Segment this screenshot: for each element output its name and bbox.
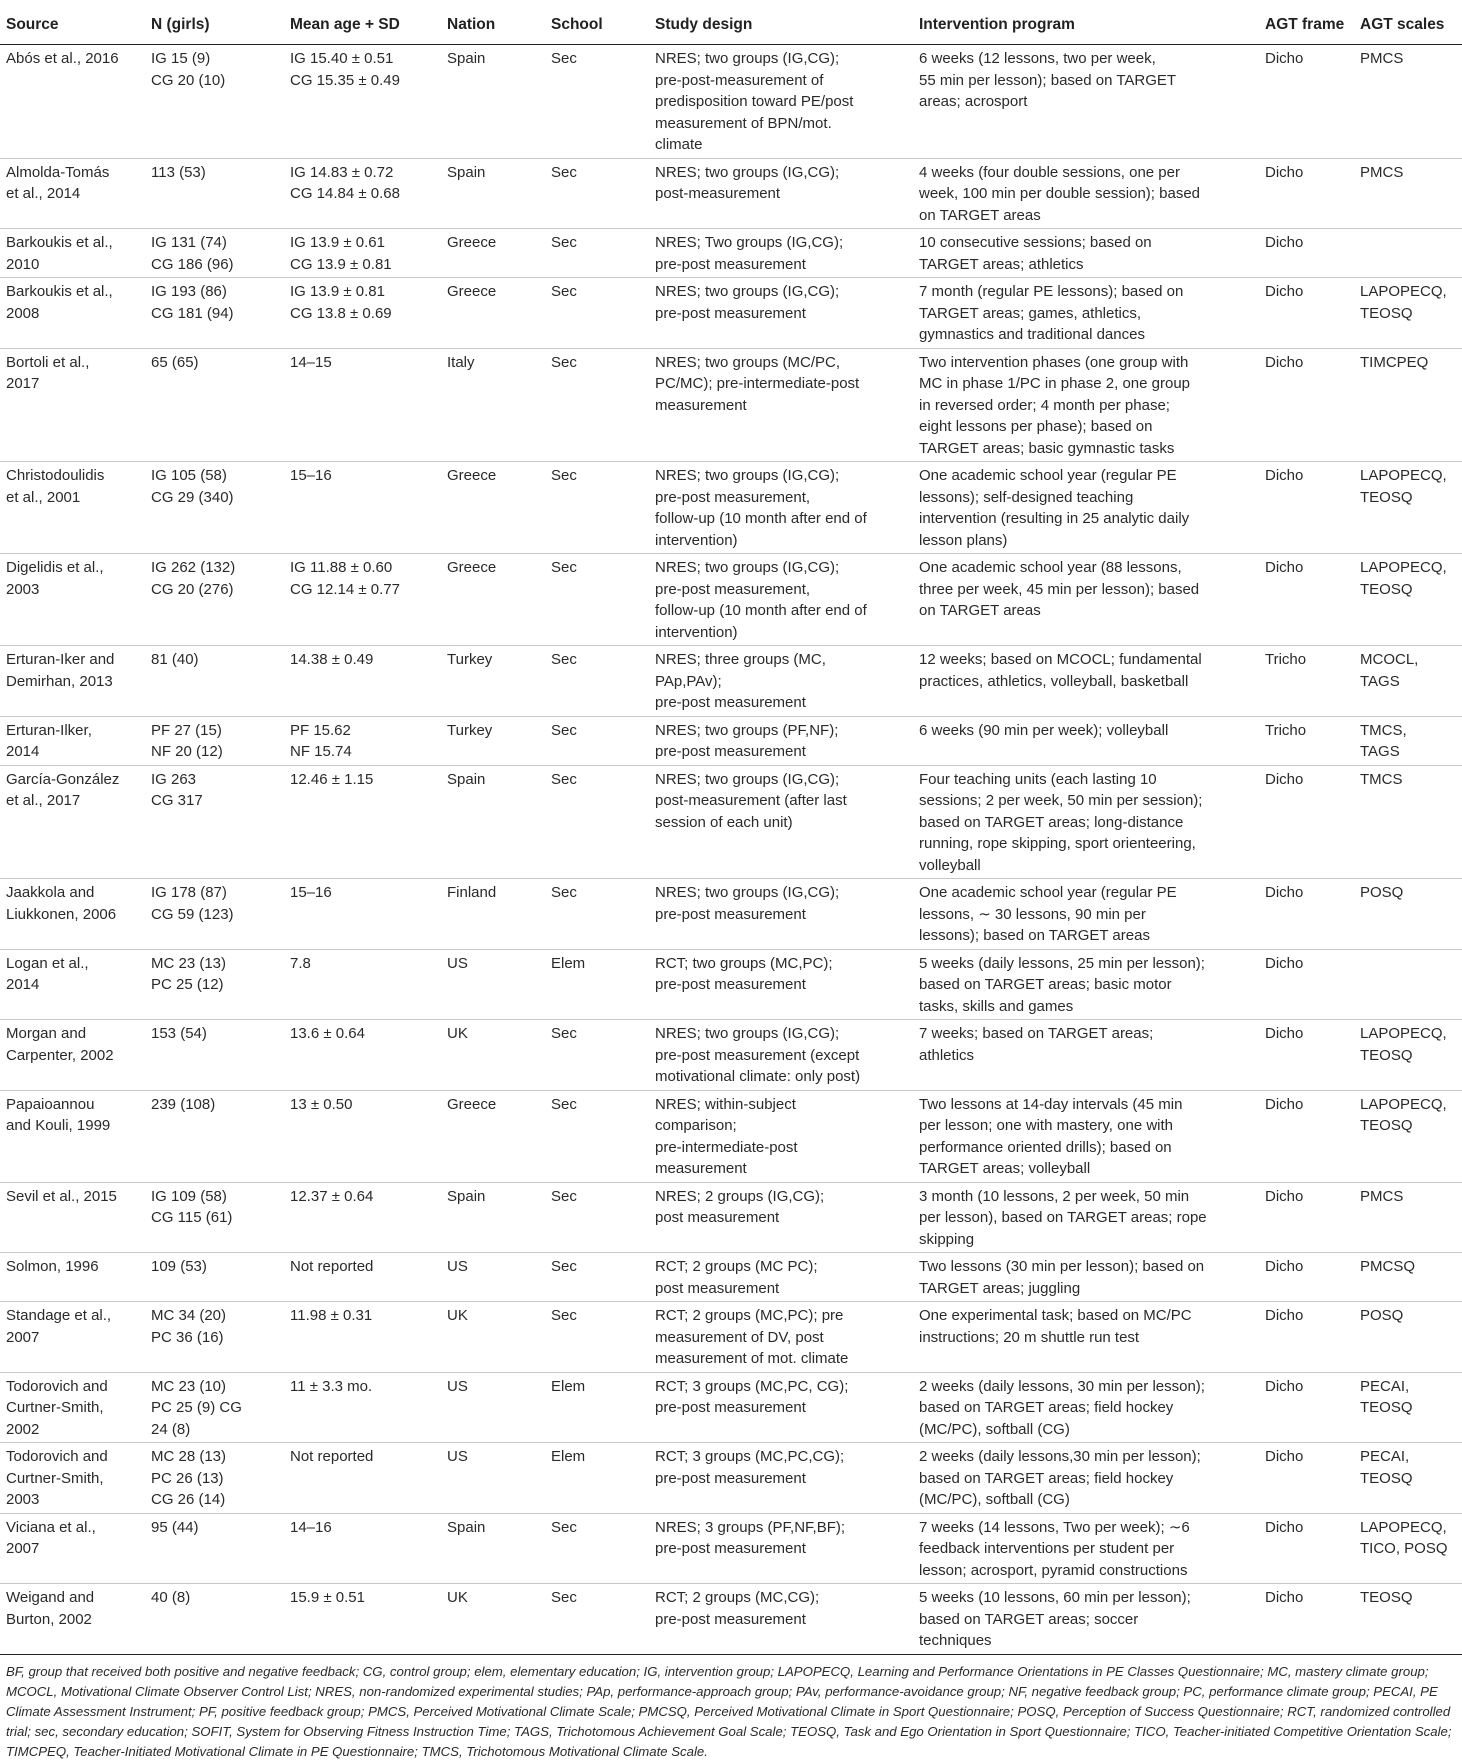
n-girls-cell: IG 109 (58) CG 115 (61) (145, 1182, 284, 1253)
table-row (0, 462, 1462, 554)
nation-cell: Turkey (441, 646, 545, 717)
school-cell: Sec (545, 1513, 649, 1584)
agt-scales-cell: TIMCPEQ (1354, 348, 1462, 462)
agt-frame-cell: Dicho (1259, 1090, 1354, 1182)
intervention-program-cell: One experimental task; based on MC/PC instructions; 20 m shuttle run test (913, 1302, 1259, 1373)
school-cell: Sec (545, 229, 649, 278)
mean-age-cell: 12.37 ± 0.64 (284, 1182, 441, 1253)
intervention-program-cell: 7 month (regular PE lessons); based on TARGET areas; games, athletics, gymnastics and traditional dances (913, 278, 1259, 349)
n-girls-cell: 239 (108) (145, 1090, 284, 1182)
agt-frame-cell: Dicho (1259, 1443, 1354, 1514)
agt-scales-cell: PMCS (1354, 45, 1462, 159)
school-cell: Sec (545, 462, 649, 554)
col-header-source: Source (0, 10, 145, 45)
agt-scales-cell: LAPOPECQ, TEOSQ (1354, 1020, 1462, 1091)
mean-age-cell: Not reported (284, 1443, 441, 1514)
agt-frame-cell: Dicho (1259, 1513, 1354, 1584)
school-cell: Sec (545, 278, 649, 349)
source-cell: Morgan and Carpenter, 2002 (0, 1020, 145, 1091)
source-cell: Barkoukis et al., 2010 (0, 229, 145, 278)
intervention-program-cell: 7 weeks (14 lessons, Two per week); ∼6 feedback interventions per student per lesson; acrosport, pyramid constructions (913, 1513, 1259, 1584)
agt-frame-cell: Dicho (1259, 1584, 1354, 1655)
table-footnote: BF, group that received both positive and negative feedback; CG, control group; elem, elementary education; IG, intervention group; LAPOPECQ, Learning and Performance Orientations in PE Classes Questionnaire; MC, mastery climate group; MCOCL, Motivational Climate Observer Control List; NRES, non-randomized experimental studies; PAp, performance-approach group; PAv, performance-avoidance group; NF, negative feedback group; PC, performance climate group; PECAI, PE Climate Assessment Instrument; PF, positive feedback group; PMCS, Perceived Motivational Climate Scale; PMCSQ, Perceived Motivational Climate in Sport Questionnaire; POSQ, Perception of Success Questionnaire; RCT, randomized controlled trial; sec, secondary education; SOFIT, System for Observing Fitness Instruction Time; TAGS, Trichotomous Achievement Goal Scale; TEOSQ, Task and Ego Orientation in Sport Questionnaire; TICO, Teacher-initiated Competitive Orientation Scale; TIMCPEQ, Teacher-Initiated Motivational Climate in PE Questionnaire; TMCS, Trichotomous Motivational Climate Scale. (6, 1664, 1452, 1759)
n-girls-cell: 81 (40) (145, 646, 284, 717)
mean-age-cell: PF 15.62 NF 15.74 (284, 716, 441, 765)
study-design-cell: RCT; 3 groups (MC,PC,CG); pre-post measurement (649, 1443, 913, 1514)
agt-frame-cell: Dicho (1259, 1302, 1354, 1373)
table-row (0, 1020, 1462, 1091)
agt-scales-cell (1354, 949, 1462, 1020)
agt-frame-cell: Dicho (1259, 158, 1354, 229)
mean-age-cell: Not reported (284, 1253, 441, 1302)
table-row (0, 646, 1462, 717)
agt-scales-cell: PMCSQ (1354, 1253, 1462, 1302)
school-cell: Sec (545, 348, 649, 462)
agt-frame-cell: Dicho (1259, 879, 1354, 950)
intervention-program-cell: Two lessons at 14-day intervals (45 min per lesson; one with mastery, one with performance oriented drills); based on TARGET areas; volleyball (913, 1090, 1259, 1182)
school-cell: Sec (545, 716, 649, 765)
table-row (0, 45, 1462, 159)
source-cell: Erturan-Iker and Demirhan, 2013 (0, 646, 145, 717)
school-cell: Sec (545, 879, 649, 950)
study-design-cell: RCT; 2 groups (MC,CG); pre-post measurement (649, 1584, 913, 1655)
table-row (0, 949, 1462, 1020)
source-cell: Weigand and Burton, 2002 (0, 1584, 145, 1655)
school-cell: Sec (545, 646, 649, 717)
agt-frame-cell: Dicho (1259, 1372, 1354, 1443)
table-row (0, 158, 1462, 229)
nation-cell: Greece (441, 462, 545, 554)
agt-frame-cell: Tricho (1259, 646, 1354, 717)
mean-age-cell: 15–16 (284, 462, 441, 554)
table-row (0, 1090, 1462, 1182)
mean-age-cell: 14–15 (284, 348, 441, 462)
agt-scales-cell: PECAI, TEOSQ (1354, 1443, 1462, 1514)
agt-frame-cell: Dicho (1259, 45, 1354, 159)
source-cell: Todorovich and Curtner-Smith, 2003 (0, 1443, 145, 1514)
table-row (0, 879, 1462, 950)
study-design-cell: RCT; 2 groups (MC,PC); pre measurement of DV, post measurement of mot. climate (649, 1302, 913, 1373)
n-girls-cell: PF 27 (15) NF 20 (12) (145, 716, 284, 765)
agt-scales-cell: TMCS, TAGS (1354, 716, 1462, 765)
study-design-cell: NRES; two groups (MC/PC, PC/MC); pre-intermediate-post measurement (649, 348, 913, 462)
mean-age-cell: 15.9 ± 0.51 (284, 1584, 441, 1655)
agt-scales-cell: LAPOPECQ, TEOSQ (1354, 462, 1462, 554)
mean-age-cell: 14–16 (284, 1513, 441, 1584)
col-header-agt-scales: AGT scales (1354, 10, 1462, 45)
col-header-mean-age: Mean age + SD (284, 10, 441, 45)
nation-cell: Italy (441, 348, 545, 462)
mean-age-cell: 11.98 ± 0.31 (284, 1302, 441, 1373)
table-row (0, 1253, 1462, 1302)
source-cell: Sevil et al., 2015 (0, 1182, 145, 1253)
school-cell: Sec (545, 1182, 649, 1253)
study-design-cell: NRES; three groups (MC, PAp,PAv); pre-post measurement (649, 646, 913, 717)
study-design-cell: NRES; two groups (IG,CG); pre-post measurement (except motivational climate: only post) (649, 1020, 913, 1091)
n-girls-cell: IG 178 (87) CG 59 (123) (145, 879, 284, 950)
study-design-cell: RCT; two groups (MC,PC); pre-post measurement (649, 949, 913, 1020)
agt-scales-cell: PECAI, TEOSQ (1354, 1372, 1462, 1443)
school-cell: Sec (545, 1090, 649, 1182)
n-girls-cell: IG 193 (86) CG 181 (94) (145, 278, 284, 349)
agt-scales-cell: LAPOPECQ, TEOSQ (1354, 554, 1462, 646)
school-cell: Sec (545, 158, 649, 229)
intervention-program-cell: Two intervention phases (one group with MC in phase 1/PC in phase 2, one group in reversed order; 4 month per phase; eight lessons per phase); based on TARGET areas; basic gymnastic tasks (913, 348, 1259, 462)
table-row (0, 278, 1462, 349)
table-body (0, 45, 1462, 1655)
study-design-cell: NRES; 3 groups (PF,NF,BF); pre-post measurement (649, 1513, 913, 1584)
nation-cell: US (441, 1372, 545, 1443)
source-cell: Todorovich and Curtner-Smith, 2002 (0, 1372, 145, 1443)
col-header-agt-frame: AGT frame (1259, 10, 1354, 45)
n-girls-cell: 109 (53) (145, 1253, 284, 1302)
mean-age-cell: IG 11.88 ± 0.60 CG 12.14 ± 0.77 (284, 554, 441, 646)
study-design-cell: RCT; 2 groups (MC PC); post measurement (649, 1253, 913, 1302)
source-cell: García-González et al., 2017 (0, 765, 145, 879)
agt-scales-cell: PMCS (1354, 158, 1462, 229)
source-cell: Bortoli et al., 2017 (0, 348, 145, 462)
n-girls-cell: MC 23 (13) PC 25 (12) (145, 949, 284, 1020)
n-girls-cell: IG 262 (132) CG 20 (276) (145, 554, 284, 646)
school-cell: Elem (545, 1372, 649, 1443)
agt-frame-cell: Dicho (1259, 278, 1354, 349)
school-cell: Sec (545, 45, 649, 159)
intervention-program-cell: 5 weeks (daily lessons, 25 min per lesson); based on TARGET areas; basic motor tasks, skills and games (913, 949, 1259, 1020)
mean-age-cell: 13.6 ± 0.64 (284, 1020, 441, 1091)
mean-age-cell: IG 14.83 ± 0.72 CG 14.84 ± 0.68 (284, 158, 441, 229)
agt-scales-cell (1354, 229, 1462, 278)
col-header-nation: Nation (441, 10, 545, 45)
table-row (0, 229, 1462, 278)
mean-age-cell: 7.8 (284, 949, 441, 1020)
table-row (0, 1513, 1462, 1584)
col-header-school: School (545, 10, 649, 45)
agt-scales-cell: LAPOPECQ, TEOSQ (1354, 1090, 1462, 1182)
study-design-cell: NRES; Two groups (IG,CG); pre-post measurement (649, 229, 913, 278)
n-girls-cell: IG 105 (58) CG 29 (340) (145, 462, 284, 554)
agt-frame-cell: Dicho (1259, 1253, 1354, 1302)
agt-scales-cell: POSQ (1354, 1302, 1462, 1373)
study-design-cell: NRES; 2 groups (IG,CG); post measurement (649, 1182, 913, 1253)
agt-frame-cell: Dicho (1259, 765, 1354, 879)
col-header-study-design: Study design (649, 10, 913, 45)
source-cell: Standage et al., 2007 (0, 1302, 145, 1373)
n-girls-cell: 65 (65) (145, 348, 284, 462)
agt-frame-cell: Dicho (1259, 949, 1354, 1020)
mean-age-cell: 15–16 (284, 879, 441, 950)
header-row (0, 10, 1462, 45)
intervention-program-cell: One academic school year (88 lessons, three per week, 45 min per lesson); based on TARGET areas (913, 554, 1259, 646)
table-row (0, 1584, 1462, 1655)
school-cell: Sec (545, 1302, 649, 1373)
table-row (0, 765, 1462, 879)
intervention-program-cell: 5 weeks (10 lessons, 60 min per lesson); based on TARGET areas; soccer techniques (913, 1584, 1259, 1655)
source-cell: Abós et al., 2016 (0, 45, 145, 159)
agt-frame-cell: Dicho (1259, 554, 1354, 646)
source-cell: Solmon, 1996 (0, 1253, 145, 1302)
nation-cell: UK (441, 1302, 545, 1373)
study-design-cell: NRES; two groups (IG,CG); pre-post measurement (649, 879, 913, 950)
intervention-program-cell: 6 weeks (90 min per week); volleyball (913, 716, 1259, 765)
study-design-cell: NRES; within-subject comparison; pre-intermediate-post measurement (649, 1090, 913, 1182)
intervention-program-cell: One academic school year (regular PE lessons); self-designed teaching intervention (resulting in 25 analytic daily lesson plans) (913, 462, 1259, 554)
intervention-program-cell: 2 weeks (daily lessons,30 min per lesson); based on TARGET areas; field hockey (MC/PC), softball (CG) (913, 1443, 1259, 1514)
col-header-n-girls: N (girls) (145, 10, 284, 45)
nation-cell: Spain (441, 1513, 545, 1584)
intervention-program-cell: 6 weeks (12 lessons, two per week, 55 min per lesson); based on TARGET areas; acrosport (913, 45, 1259, 159)
study-design-cell: NRES; two groups (IG,CG); post-measurement (after last session of each unit) (649, 765, 913, 879)
intervention-program-cell: 4 weeks (four double sessions, one per week, 100 min per double session); based on TARGET areas (913, 158, 1259, 229)
n-girls-cell: MC 28 (13) PC 26 (13) CG 26 (14) (145, 1443, 284, 1514)
table-row (0, 716, 1462, 765)
source-cell: Christodoulidis et al., 2001 (0, 462, 145, 554)
source-cell: Almolda-Tomás et al., 2014 (0, 158, 145, 229)
source-cell: Barkoukis et al., 2008 (0, 278, 145, 349)
mean-age-cell: 14.38 ± 0.49 (284, 646, 441, 717)
agt-scales-cell: LAPOPECQ, TEOSQ (1354, 278, 1462, 349)
agt-frame-cell: Dicho (1259, 462, 1354, 554)
nation-cell: Greece (441, 554, 545, 646)
school-cell: Sec (545, 1584, 649, 1655)
nation-cell: Spain (441, 765, 545, 879)
study-design-cell: RCT; 3 groups (MC,PC, CG); pre-post measurement (649, 1372, 913, 1443)
studies-table (0, 10, 1462, 1655)
source-cell: Viciana et al., 2007 (0, 1513, 145, 1584)
study-design-cell: NRES; two groups (IG,CG); post-measurement (649, 158, 913, 229)
intervention-program-cell: Four teaching units (each lasting 10 sessions; 2 per week, 50 min per session); based on TARGET areas; long-distance running, rope skipping, sport orienteering, volleyball (913, 765, 1259, 879)
intervention-program-cell: One academic school year (regular PE lessons, ∼ 30 lessons, 90 min per lessons); based on TARGET areas (913, 879, 1259, 950)
study-design-cell: NRES; two groups (IG,CG); pre-post measurement (649, 278, 913, 349)
n-girls-cell: MC 23 (10) PC 25 (9) CG 24 (8) (145, 1372, 284, 1443)
agt-scales-cell: LAPOPECQ, TICO, POSQ (1354, 1513, 1462, 1584)
agt-scales-cell: PMCS (1354, 1182, 1462, 1253)
nation-cell: Spain (441, 158, 545, 229)
intervention-program-cell: 3 month (10 lessons, 2 per week, 50 min per lesson), based on TARGET areas; rope skipping (913, 1182, 1259, 1253)
nation-cell: US (441, 949, 545, 1020)
n-girls-cell: 113 (53) (145, 158, 284, 229)
table-row (0, 554, 1462, 646)
nation-cell: Greece (441, 1090, 545, 1182)
nation-cell: US (441, 1253, 545, 1302)
agt-scales-cell: TMCS (1354, 765, 1462, 879)
school-cell: Sec (545, 1020, 649, 1091)
agt-scales-cell: MCOCL, TAGS (1354, 646, 1462, 717)
source-cell: Jaakkola and Liukkonen, 2006 (0, 879, 145, 950)
agt-scales-cell: POSQ (1354, 879, 1462, 950)
source-cell: Digelidis et al., 2003 (0, 554, 145, 646)
n-girls-cell: IG 263 CG 317 (145, 765, 284, 879)
n-girls-cell: 40 (8) (145, 1584, 284, 1655)
mean-age-cell: 12.46 ± 1.15 (284, 765, 441, 879)
nation-cell: Greece (441, 278, 545, 349)
school-cell: Sec (545, 765, 649, 879)
mean-age-cell: IG 15.40 ± 0.51 CG 15.35 ± 0.49 (284, 45, 441, 159)
n-girls-cell: 153 (54) (145, 1020, 284, 1091)
nation-cell: Spain (441, 1182, 545, 1253)
study-design-cell: NRES; two groups (PF,NF); pre-post measurement (649, 716, 913, 765)
mean-age-cell: IG 13.9 ± 0.61 CG 13.9 ± 0.81 (284, 229, 441, 278)
study-design-cell: NRES; two groups (IG,CG); pre-post measurement, follow-up (10 month after end of intervention) (649, 554, 913, 646)
intervention-program-cell: 2 weeks (daily lessons, 30 min per lesson); based on TARGET areas; field hockey (MC/PC), softball (CG) (913, 1372, 1259, 1443)
table-row (0, 1182, 1462, 1253)
school-cell: Elem (545, 1443, 649, 1514)
mean-age-cell: 13 ± 0.50 (284, 1090, 441, 1182)
school-cell: Elem (545, 949, 649, 1020)
agt-frame-cell: Dicho (1259, 348, 1354, 462)
study-design-cell: NRES; two groups (IG,CG); pre-post measurement, follow-up (10 month after end of intervention) (649, 462, 913, 554)
agt-frame-cell: Dicho (1259, 1182, 1354, 1253)
source-cell: Papaioannou and Kouli, 1999 (0, 1090, 145, 1182)
agt-frame-cell: Tricho (1259, 716, 1354, 765)
intervention-program-cell: 10 consecutive sessions; based on TARGET areas; athletics (913, 229, 1259, 278)
table-row (0, 1302, 1462, 1373)
n-girls-cell: MC 34 (20) PC 36 (16) (145, 1302, 284, 1373)
study-design-cell: NRES; two groups (IG,CG); pre-post-measurement of predisposition toward PE/post measurement of BPN/mot. climate (649, 45, 913, 159)
school-cell: Sec (545, 1253, 649, 1302)
nation-cell: US (441, 1443, 545, 1514)
nation-cell: Finland (441, 879, 545, 950)
col-header-intervention-program: Intervention program (913, 10, 1259, 45)
nation-cell: Turkey (441, 716, 545, 765)
nation-cell: Greece (441, 229, 545, 278)
source-cell: Logan et al., 2014 (0, 949, 145, 1020)
agt-scales-cell: TEOSQ (1354, 1584, 1462, 1655)
mean-age-cell: IG 13.9 ± 0.81 CG 13.8 ± 0.69 (284, 278, 441, 349)
mean-age-cell: 11 ± 3.3 mo. (284, 1372, 441, 1443)
agt-frame-cell: Dicho (1259, 229, 1354, 278)
n-girls-cell: 95 (44) (145, 1513, 284, 1584)
n-girls-cell: IG 131 (74) CG 186 (96) (145, 229, 284, 278)
table-row (0, 348, 1462, 462)
agt-frame-cell: Dicho (1259, 1020, 1354, 1091)
school-cell: Sec (545, 554, 649, 646)
table-row (0, 1372, 1462, 1443)
nation-cell: UK (441, 1584, 545, 1655)
source-cell: Erturan-Ilker, 2014 (0, 716, 145, 765)
nation-cell: UK (441, 1020, 545, 1091)
nation-cell: Spain (441, 45, 545, 159)
table-row (0, 1443, 1462, 1514)
intervention-program-cell: Two lessons (30 min per lesson); based on TARGET areas; juggling (913, 1253, 1259, 1302)
intervention-program-cell: 12 weeks; based on MCOCL; fundamental practices, athletics, volleyball, basketball (913, 646, 1259, 717)
n-girls-cell: IG 15 (9) CG 20 (10) (145, 45, 284, 159)
intervention-program-cell: 7 weeks; based on TARGET areas; athletics (913, 1020, 1259, 1091)
